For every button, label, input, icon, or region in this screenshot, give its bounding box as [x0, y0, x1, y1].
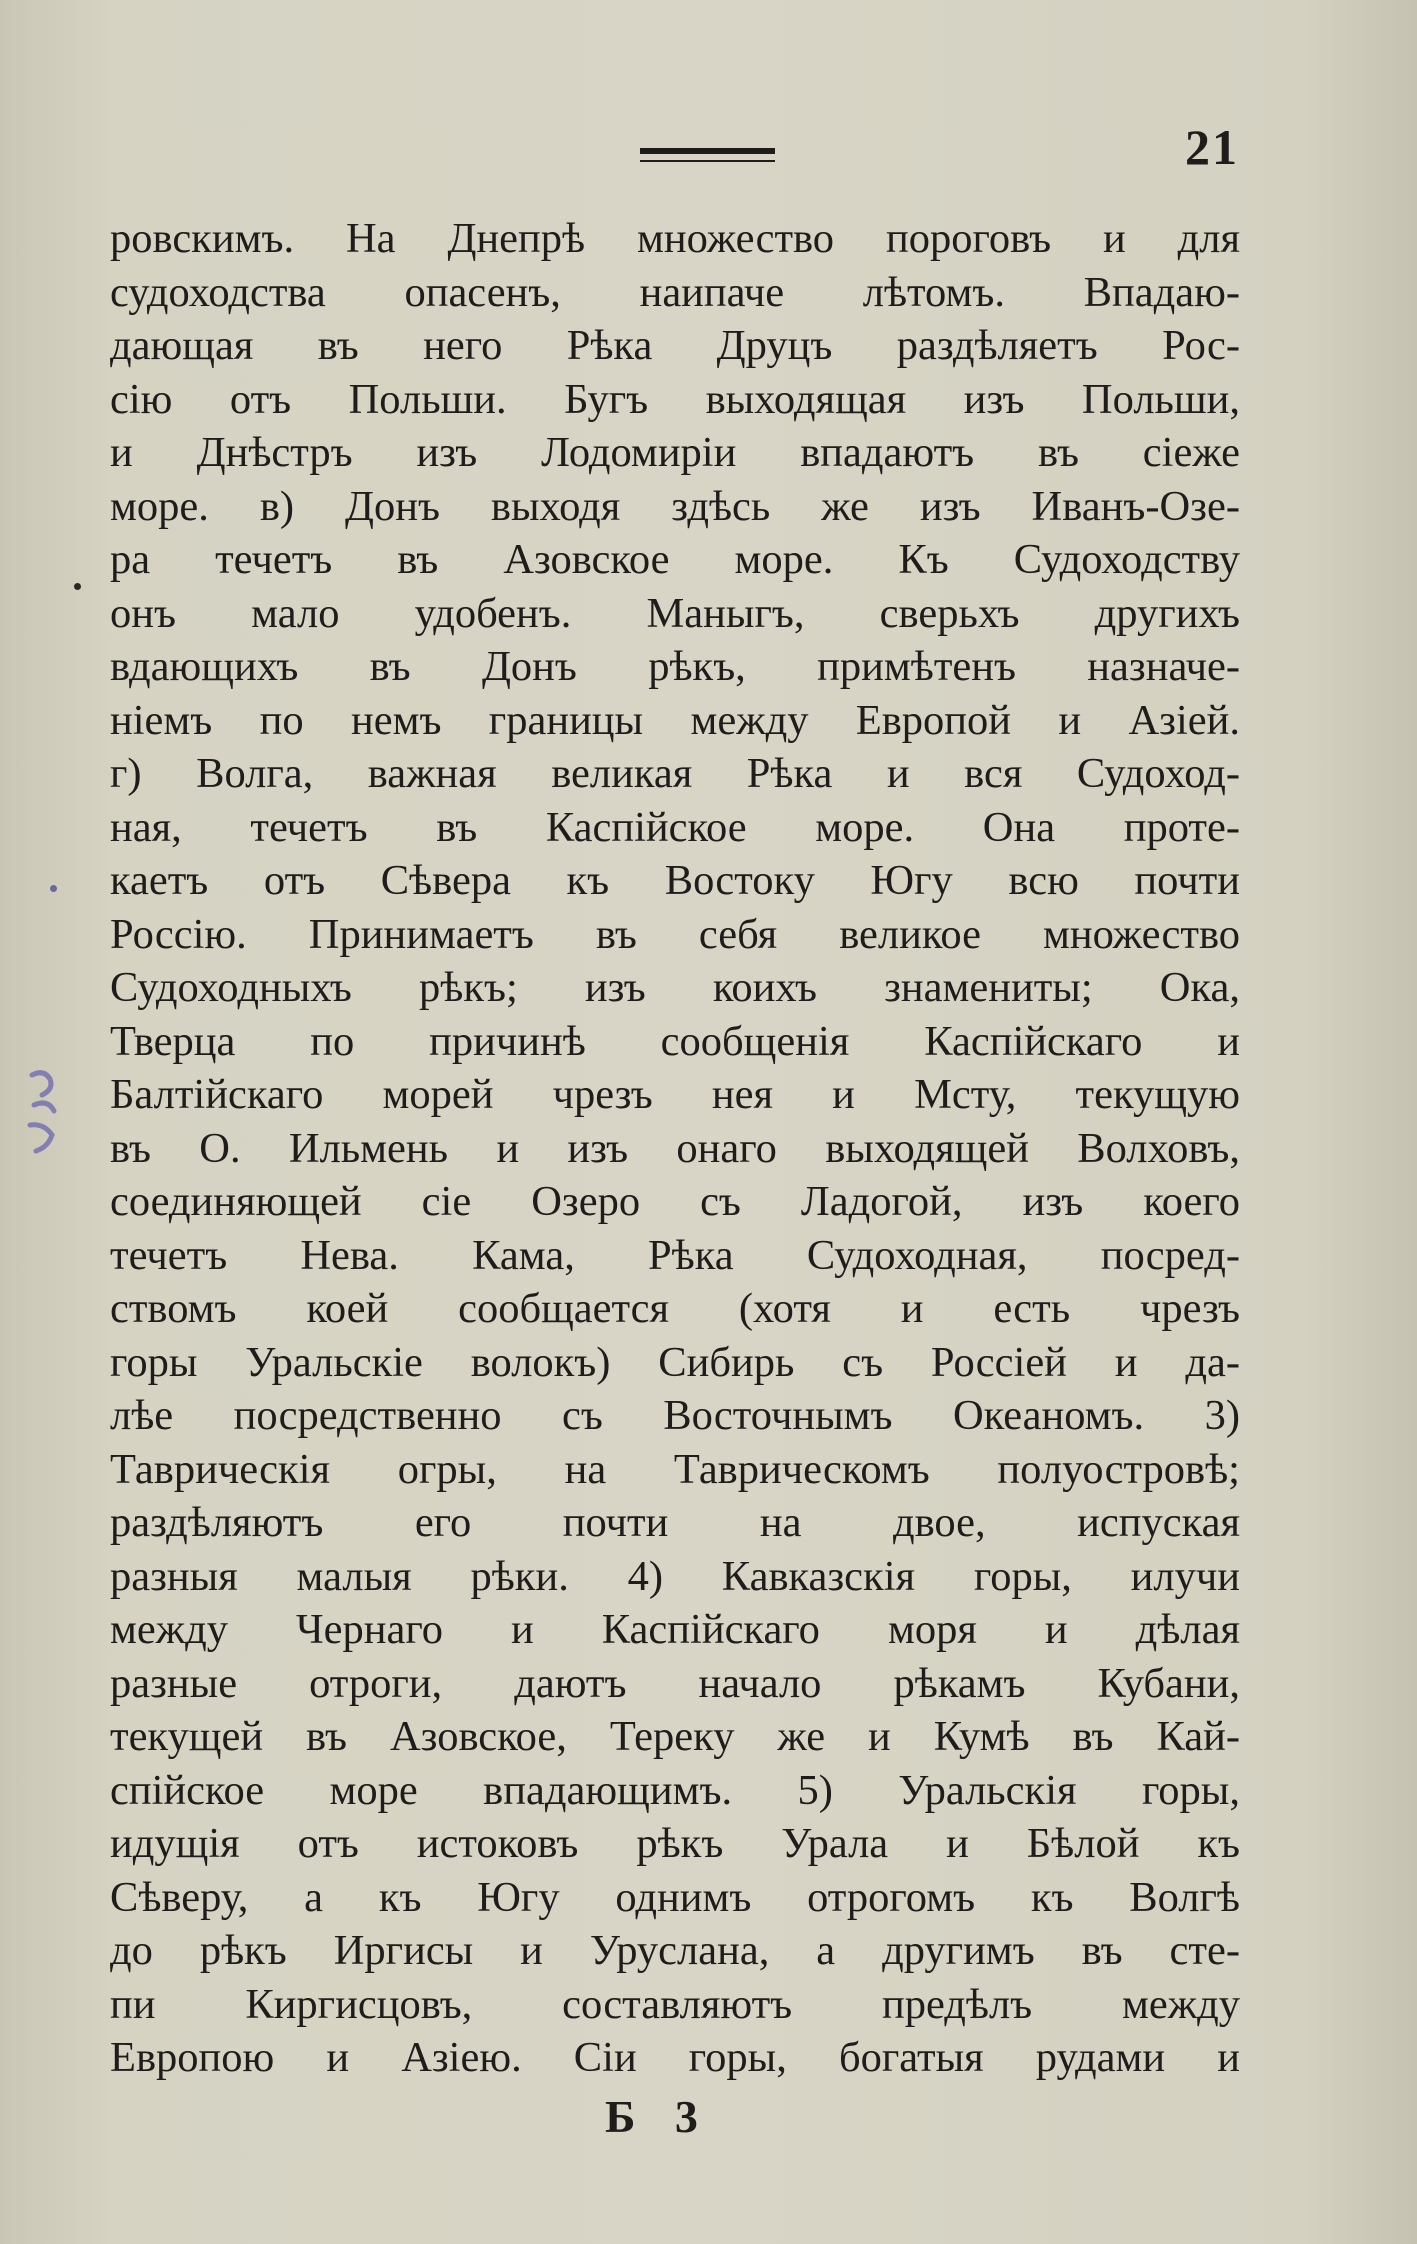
text-line: ровскимъ. На Днепрѣ множество пороговъ и для [110, 215, 1240, 262]
text-line: текущей въ Азовское, Тереку же и Кумѣ въ Кай- [110, 1713, 1240, 1760]
text-line: до рѣкъ Иргисы и Уруслана, а другимъ въ сте- [110, 1927, 1240, 1974]
text-line: раздѣляютъ его почти на двое, испуская [110, 1499, 1240, 1546]
text-line: каетъ отъ Сѣвера къ Востоку Югу всю почти [110, 857, 1240, 904]
text-line: соединяющей сіе Озеро съ Ладогой, изъ коего [110, 1178, 1240, 1225]
text-line: ствомъ коей сообщается (хотя и есть чрезъ [110, 1285, 1240, 1332]
text-line: Европою и Азіею. Сіи горы, богатыя рудами и [110, 2034, 1240, 2081]
text-line: Тверца по причинѣ сообщенія Каспійскаго и [110, 1017, 1240, 1065]
text-line: Таврическія огры, на Таврическомъ полуостровѣ; [110, 1445, 1240, 1493]
signature-mark: Б 3 [605, 2091, 712, 2142]
text-line: онъ мало удобенъ. Маныгъ, сверьхъ другихъ [110, 589, 1240, 637]
text-line: горы Уральскіе волокъ) Сибирь съ Россіей и да- [110, 1338, 1240, 1386]
text-line: между Чернаго и Каспійскаго моря и дѣлая [110, 1606, 1240, 1653]
text-line: сію отъ Польши. Бугъ выходящая изъ Польши, [110, 375, 1240, 423]
text-line: судоходства опасенъ, наипаче лѣтомъ. Впадаю- [110, 268, 1240, 316]
text-line: Судоходныхъ рѣкъ; изъ коихъ знамениты; Ока, [110, 964, 1240, 1011]
text-line: Сѣверу, а къ Югу однимъ отрогомъ къ Волгѣ [110, 1873, 1240, 1921]
text-line: дающая въ него Рѣка Друцъ раздѣляетъ Рос- [110, 322, 1240, 369]
text-line: и Днѣстръ изъ Лодомиріи впадаютъ въ сіеже [110, 429, 1240, 476]
text-line: разные отроги, даютъ начало рѣкамъ Кубани, [110, 1659, 1240, 1707]
text-line: Балтійскаго морей чрезъ нея и Мсту, текущую [110, 1071, 1240, 1118]
text-line: ная, течетъ въ Каспійское море. Она проте- [110, 803, 1240, 851]
header-rule-thin [640, 160, 775, 162]
margin-ink-dot [74, 583, 81, 590]
text-line: разныя малыя рѣки. 4) Кавказскія горы, илучи [110, 1552, 1240, 1600]
margin-ink-dot [50, 885, 57, 892]
text-line: ніемъ по немъ границы между Европой и Азіей. [110, 696, 1240, 744]
text-line: море. в) Донъ выходя здѣсь же изъ Иванъ-Озе- [110, 482, 1240, 530]
ink-stamp-mark [24, 1065, 64, 1165]
text-line: г) Волга, важная великая Рѣка и вся Судоход- [110, 750, 1240, 797]
body-text [110, 212, 1240, 2085]
text-line: лѣе посредственно съ Восточнымъ Океаномъ. 3) [110, 1392, 1240, 1439]
text-line: пи Киргисцовъ, составляютъ предѣлъ между [110, 1980, 1240, 2028]
text-line: Россію. Принимаетъ въ себя великое множество [110, 910, 1240, 958]
text-line: ра течетъ въ Азовское море. Къ Судоходству [110, 536, 1240, 583]
page-number: 21 [1185, 119, 1239, 175]
text-line: течетъ Нева. Кама, Рѣка Судоходная, посред- [110, 1231, 1240, 1279]
header-rule [640, 148, 775, 166]
text-line: идущія отъ истоковъ рѣкъ Урала и Бѣлой къ [110, 1820, 1240, 1867]
header-rule-thick [640, 148, 775, 154]
text-line: вдающихъ въ Донъ рѣкъ, примѣтенъ назначе- [110, 643, 1240, 690]
text-line: въ О. Ильмень и изъ онаго выходящей Волховъ, [110, 1124, 1240, 1172]
text-line: спійское море впадающимъ. 5) Уральскія горы, [110, 1766, 1240, 1814]
